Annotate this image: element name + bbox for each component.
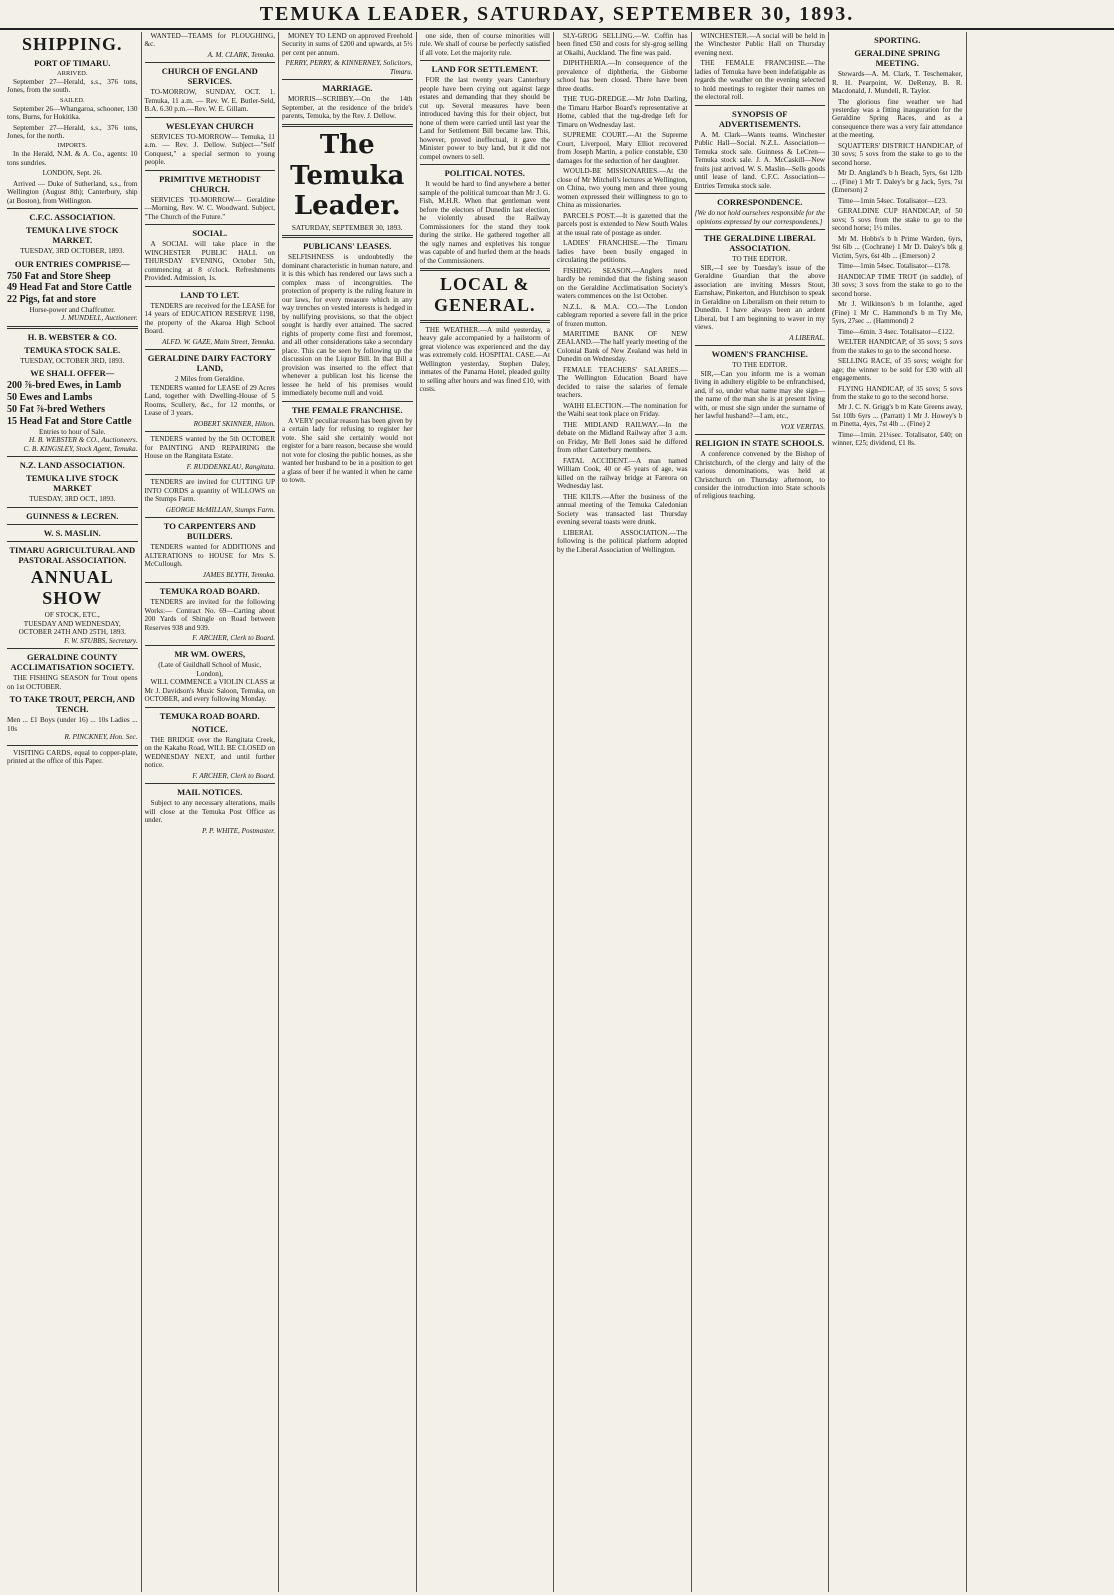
issue-date: SATURDAY, SEPTEMBER 30, 1893. xyxy=(291,223,403,232)
nz-land-heading: N.Z. LAND ASSOCIATION. xyxy=(19,460,125,471)
land-settlement-text: FOR the last twenty years Canterbury people have been crying out against large estates and demanding that they should be cut up. Several measures have been introduced having this for their object, but none of them were carried until last year the Land for Settlement Bill became law. This, however, proved ineffectual, it gave the Minister power to buy land, but it did not compel owners to sell. xyxy=(419,76,550,161)
entry-line: Horse-power and Chaffcutter. xyxy=(29,305,115,314)
road-board-heading: TEMUKA ROAD BOARD. xyxy=(159,710,260,721)
cfc-heading: C.F.C. ASSOCIATION. xyxy=(29,212,116,223)
visiting-cards-ad: VISITING CARDS, equal to copper-plate, printed at the office of this Paper. xyxy=(7,748,138,766)
letter-heading: WOMEN'S FRANCHISE. xyxy=(711,349,808,360)
local-general-heading: LOCAL & GENERAL. xyxy=(433,274,536,316)
dairy-heading: GERALDINE DAIRY FACTORY LAND, xyxy=(147,353,272,374)
primitive-services: SERVICES TO-MORROW— Geraldine—Morning, Rev. W. C. Woodward. Subject, "The Church of the Future." xyxy=(144,195,275,221)
column-6 xyxy=(692,32,830,1592)
sailed-label: SAILED. xyxy=(59,96,85,104)
road-board-heading: TEMUKA ROAD BOARD. xyxy=(159,586,260,597)
market-date: TUESDAY, 3RD OCT., 1893. xyxy=(29,495,116,504)
synopsis-text: A. M. Clark—Wants teams. Winchester Public Hall—Social. N.Z.L. Association—Temuka stock sale. Guinness & LeCren—Temuka stock sale. J. A. McCaskill—New fruits just arrived. W. S. Maslin—Sells goods until lease of land. C.F.C. Association—Entries Temuka stock sale. xyxy=(694,130,825,190)
religion-text: A conference convened by the Bishop of Christchurch, of the clergy and laity of the various denominations, was held at Christchurch on Thursday afternoon, to consider the introduction into State schools of religious teaching. xyxy=(694,450,825,501)
race-results: Mr M. Hobbs's b h Prime Warden, 6yrs, 9st 6lb ... (Cochrane) 1 Mr D. Daley's blk g Victim, 5yrs, 6st 4lb ... (Emerson) 2 xyxy=(832,234,963,260)
female-franchise-heading: THE FEMALE FRANCHISE. xyxy=(291,404,403,415)
meeting-heading: GERALDINE SPRING MEETING. xyxy=(854,48,941,69)
news-item: DIPHTHERIA.—In consequence of the prevalence of diphtheria, the Gisborne school has been closed. There have been three deaths. xyxy=(557,59,688,93)
auctioneer-signature: J. MUNDELL, Auctioneer. xyxy=(61,314,138,323)
race-results: Mr J. C. N. Grigg's b m Kate Greens away, 5st 10lb 6yrs ... (Parratt) 1 Mr J. Howey's b m Pinetta, 4yrs, 7st 4lb ... (Fine) 2 xyxy=(832,403,963,429)
maslin-heading: W. S. MASLIN. xyxy=(43,527,101,538)
arrived-label: ARRIVED. xyxy=(56,70,88,78)
market-date: TUESDAY, 3RD OCTOBER, 1893. xyxy=(20,247,125,256)
race-heading: SQUATTERS' DISTRICT HANDICAP, of 30 sovs; 5 sovs from the stake to go to the second horse. xyxy=(832,141,963,167)
dairy-subheading: 2 Miles from Geraldine. xyxy=(175,375,245,384)
port-heading: PORT OF TIMARU. xyxy=(34,58,111,69)
tender-notice: TENDERS wanted by the 5th OCTOBER for PAINTING AND REPAIRING the House on the Rangitata Estate. xyxy=(144,435,275,461)
letter-text: SIR,—I see by Tuesday's issue of the Geraldine Guardian that the above association are inviting Messrs Stout, Earnshaw, Pinkerton, and Hutchison to speak in Geraldine on Liberalism on their return to Dunedin. I have always been an ardent Liberal, but I am beginning to waver in my views. xyxy=(694,263,825,332)
news-item: FISHING SEASON.—Anglers need hardly be reminded that the fishing season on the Geraldine Acclimatisation Society's waters commences on the 1st October. xyxy=(557,266,688,301)
entry-line: 49 Head Fat and Store Cattle xyxy=(7,282,132,294)
guinness-heading: GUINNESS & LECREN. xyxy=(26,510,119,521)
tender-notice: TENDERS are invited for CUTTING UP INTO CORDS a quantity of WILLOWS on the Stumps Farm. xyxy=(144,478,275,504)
dairy-notice: TENDERS wanted for LEASE of 29 Acres Land, together with Dwelling-House of 5 Rooms, Scullery, &c., for 12 months, or Lease of 3 years. xyxy=(144,383,275,418)
race-heading: GERALDINE CUP HANDICAP, of 50 sovs; 5 sovs from the stake to go to the second horse; 1½ miles. xyxy=(832,207,963,233)
sailing-entry: September 26—Whangaroa, schooner, 130 tons, Burns, for Hokitika. xyxy=(7,104,138,122)
race-heading: HANDICAP TIME TROT (in saddle), of 30 sovs; 3 sovs from the stake to go to the second horse. xyxy=(832,272,963,298)
race-time: Time—1min 54sec. Totalisator—£178. xyxy=(838,262,951,271)
marriage-heading: MARRIAGE. xyxy=(322,83,373,94)
land-notice: TENDERS are received for the LEASE for 14 years of EDUCATION RESERVE 1198, the property of the Akaroa High School Board. xyxy=(144,301,275,336)
race-heading: FLYING HANDICAP, of 35 sovs; 5 sovs from the stake to go to the second horse. xyxy=(832,384,963,401)
letter-signature: A LIBERAL. xyxy=(789,333,825,342)
ad-signature: ALFD. W. GAZE, Main Street, Temuka. xyxy=(162,337,275,346)
race-time: Time—1min 54sec. Totalisator—£23. xyxy=(838,196,947,205)
to-editor-label: TO THE EDITOR. xyxy=(732,255,788,264)
live-stock-market-heading: TEMUKA LIVE STOCK MARKET xyxy=(26,473,119,494)
london-entry: Arrived — Duke of Sutherland, s.s., from Wellington (August 8th); Canterbury, ship (at Boston), from Wellington. xyxy=(7,179,138,205)
news-item: FEMALE TEACHERS' SALARIES.—The Wellington Education Board have decided to raise the salaries of female teachers. xyxy=(557,365,688,400)
ad-signature: P. P. WHITE, Postmaster. xyxy=(201,826,275,835)
imports-label: IMPORTS. xyxy=(57,142,87,150)
mail-heading: MAIL NOTICES. xyxy=(177,787,243,798)
bridge-notice: THE BRIDGE over the Rangitata Creek, on the Kakahu Road, WILL BE CLOSED on WEDNESDAY NEXT, and until further notice. xyxy=(144,735,275,770)
secretary-signature: R. PINCKNEY, Hon. Sec. xyxy=(64,733,138,742)
secretary-signature: F. W. STUBBS, Secretary. xyxy=(64,636,138,645)
shipping-heading: SHIPPING. xyxy=(21,34,123,54)
local-general-text: THE WEATHER.—A mild yesterday, a heavy gale accompanied by a hailstorm of great violence was experienced and the day was extremely cold. HOSPITAL CASE.—At Wellington yesterday, Stephen Daley, inmates of the Panama Hotel, pleaded guilty to selling after hours and was fined £10, with costs. xyxy=(419,325,550,394)
ad-signature: A. M. CLARK, Temuka. xyxy=(207,50,275,59)
news-item: WAIHI ELECTION.—The nomination for the Waihi seat took place on Friday. xyxy=(557,401,688,419)
offer-line: 200 ⅞-bred Ewes, in Lamb xyxy=(7,380,122,392)
wesleyan-services: SERVICES TO-MORROW— Temuka, 11 a.m. — Rev. J. Dellow. Subject—"Self Conquest," a special sermon to young people. xyxy=(144,132,275,167)
stock-sale-date: TUESDAY, OCTOBER 3RD, 1893. xyxy=(20,356,125,365)
entry-line: 750 Fat and Store Sheep xyxy=(7,270,111,282)
news-item: FATAL ACCIDENT.—A man named William Cook, 40 or 45 years of age, was killed on the railway bridge at Fareora on Wednesday last. xyxy=(557,456,688,491)
mail-notice: Subject to any necessary alterations, mails will close at the Temuka Post Office as under. xyxy=(144,799,275,825)
owers-subheading: (Late of Guildhall School of Music, London), xyxy=(158,661,262,678)
letter-signature: VOX VERITAS. xyxy=(780,422,825,431)
news-item: THE KILTS.—After the business of the annual meeting of the Temuka Caledonian Society was transacted last Thursday evening several toasts were drunk. xyxy=(557,492,688,527)
primitive-heading: PRIMITIVE METHODIST CHURCH. xyxy=(159,173,261,194)
licence-heading: TO TAKE TROUT, PERCH, AND TENCH. xyxy=(9,694,135,715)
news-item: N.Z.L. & M.A. CO.—The London cablegram reported a severe fall in the price of frozen mutton. xyxy=(557,302,688,328)
owers-heading: MR WM. OWERS, xyxy=(174,649,246,660)
column-4 xyxy=(417,32,555,1592)
ad-signature: F. ARCHER, Clerk to Board. xyxy=(192,771,275,780)
marriage-notice: MORRIS—SCRIBBY.—On the 14th September, at the residence of the bride's parents, Temuka, by the Rev. J. Dellow. xyxy=(282,95,413,121)
money-ad: MONEY TO LEND on approved Freehold Security in sums of £200 and upwards, at 5½ per cent per annum. xyxy=(282,32,413,57)
column-3 xyxy=(279,32,417,1592)
church-services: TO-MORROW, SUNDAY, OCT. 1. Temuka, 11 a.m. — Rev. W. E. Butler-Seld, B.A. 6.30 p.m.—Rev. W. E. Gillam. xyxy=(144,88,275,114)
violin-class-notice: WILL COMMENCE a VIOLIN CLASS at Mr J. Davidson's Music Saloon, Temuka, on OCTOBER, and every following Monday. xyxy=(144,678,275,704)
offer-line: 15 Head Fat and Store Cattle xyxy=(7,415,132,427)
political-notes-heading: POLITICAL NOTES. xyxy=(444,168,525,179)
road-board-notice: TENDERS are invited for the following Works:— Contract No. 69—Carting about 200 Yards of Shingle on Road between Reserves 938 and 939. xyxy=(144,598,275,632)
sporting-heading: SPORTING. xyxy=(874,35,921,45)
fishing-notice: THE FISHING SEASON for Trout opens on 1st OCTOBER. xyxy=(7,674,138,691)
correspondence-heading: CORRESPONDENCE. xyxy=(717,197,803,208)
offer-line: Entries to hour of Sale. xyxy=(39,427,106,436)
column-7 xyxy=(829,32,967,1592)
race-heading: WELTER HANDICAP, of 35 sovs; 5 sovs from the stakes to go to the second horse. xyxy=(832,338,963,355)
news-item: WINCHESTER.—A social will be held in the Winchester Public Hall on Thursday evening next. xyxy=(694,32,825,57)
letter-heading: THE GERALDINE LIBERAL ASSOCIATION. xyxy=(703,233,816,254)
news-item: WOULD-BE MISSIONARIES.—At the close of Mr Mitchell's lectures at Wellington, on China, two young men and three young women expressed their willingness to go to China as missionaries. xyxy=(557,167,688,210)
church-heading: CHURCH OF ENGLAND SERVICES. xyxy=(161,66,258,87)
ad-signature: PERRY, PERRY, & KINNERNEY, Solicitors, Timaru. xyxy=(285,59,413,76)
ad-signature: ROBERT SKINNER, Hilton. xyxy=(193,419,275,428)
social-notice: A SOCIAL will take place in the WINCHESTER PUBLIC HALL on THURSDAY EVENING, October 5th, commencing at 8 o'clock. Refreshments Provided. Admission, 1s. xyxy=(144,240,275,283)
synopsis-heading: SYNOPSIS OF ADVERTISEMENTS. xyxy=(718,108,801,129)
ad-signature: GEORGE McMILLAN, Stumps Farm. xyxy=(165,505,275,514)
sailing-entry: September 27—Herald, s.s., 376 tons, Jones, for the north. xyxy=(7,123,138,140)
auctioneer-signature: H. B. WEBSTER & CO., Auctioneers. xyxy=(29,436,138,445)
stock-sale-heading: TEMUKA STOCK SALE. xyxy=(24,344,121,355)
ad-signature: JAMES BLYTH, Temuka. xyxy=(202,570,275,579)
continued-text: one side, then of course minorities will rule. We shall of course be perfectly satisfied if all vote. Let the majority rule. xyxy=(419,32,550,57)
news-item: LADIES' FRANCHISE.—The Timaru ladies have been busily engaged in circulating the petitions. xyxy=(557,239,688,265)
news-item: THE FEMALE FRANCHISE.—The ladies of Temuka have been indefatigable as regards the weather on the evening selected to hold meetings to register their names on the electoral roll. xyxy=(694,59,825,102)
wesleyan-heading: WESLEYAN CHURCH xyxy=(165,120,254,131)
live-stock-market-heading: TEMUKA LIVE STOCK MARKET. xyxy=(26,225,119,246)
show-dates: TUESDAY AND WEDNESDAY, OCTOBER 24TH AND 25TH, 1893. xyxy=(18,619,126,637)
ad-signature: F. RUDDENKLAU, Rangitata. xyxy=(186,462,275,471)
race-results: Mr D. Angland's b h Beach, 5yrs, 6st 12lb ... (Fine) 1 Mr T. Daley's br g Jack, 5yrs, 7st (Emerson) 2 xyxy=(832,169,963,195)
offer-line: 50 Ewes and Lambs xyxy=(7,392,93,404)
editorial-text: SELFISHNESS is undoubtedly the dominant characteristic in human nature, and it is this which has rendered our laws such a complex mass of incongruities. The protection of property is the ruling feature in our laws, for every measure which in any way trenches on vested interests is hedged in by nullifying provisions, so that the object sought is hardly ever attained. The sacred rights of property come first and foremost, and all other considerations take a secondary place. This can be seen by following up the discussion on the Liquor Bill. In that Bill a provision was inserted to the effect that whenever a publican lost his license the lessee he held of his premises would immediately become null and void. xyxy=(282,253,413,398)
london-dateline: LONDON, Sept. 26. xyxy=(42,169,102,178)
imports-entry: In the Herald, N.M. & A. Co., agents: 10 tons sundries. xyxy=(7,150,138,167)
entry-line: 22 Pigs, fat and store xyxy=(7,294,96,306)
race-time: Time—6min. 3 4sec. Totalisator—£122. xyxy=(838,327,955,336)
news-item: THE TUG-DREDGE.—Mr John Darling, the Timaru Harbor Board's representative at Home, cabled that the tug-dredge left for Timaru on Wednesday last. xyxy=(557,95,688,129)
editorial-heading: PUBLICANS' LEASES. xyxy=(303,241,392,252)
agent-signature: C. B. KINGSLEY, Stock Agent, Temuka. xyxy=(23,444,138,453)
race-results: Mr J. Wilkinson's b m Iolanthe, aged (Fine) 1 Mr C. Hammond's b m Try Me, 5yrs, 27sec ... (Hammond) 2 xyxy=(832,300,963,326)
religion-heading: RELIGION IN STATE SCHOOLS. xyxy=(695,438,825,449)
carpenters-heading: TO CARPENTERS AND BUILDERS. xyxy=(163,521,256,542)
news-item: SUPREME COURT.—At the Supreme Court, Liverpool, Mary Elliot recovered from Joseph Martin, a police constable, £30 damages for the seduction of her daughter. xyxy=(557,131,688,165)
offer-heading: WE SHALL OFFER— xyxy=(30,368,115,379)
notice-heading: NOTICE. xyxy=(191,723,228,734)
show-subheading: OF STOCK, ETC., xyxy=(44,611,100,620)
annual-show-heading: ANNUAL SHOW xyxy=(30,566,114,608)
licence-fees: Men ... £1 Boys (under 16) ... 10s Ladies ... 10s xyxy=(7,716,138,733)
female-franchise-text: A VERY peculiar reason has been given by a certain lady for refusing to register her vote. She said she certainly would not register for a bare reason, because she would not vote for closing the public houses, as she wanted her husband to be in a position to get a glass of beer if he wanted it when he came to town. xyxy=(282,416,413,485)
masthead: TEMUKA LEADER, SATURDAY, SEPTEMBER 30, 1893. xyxy=(0,0,1114,30)
column-1 xyxy=(4,32,142,1592)
column-2 xyxy=(142,32,280,1592)
newspaper-logo: The Temuka Leader. xyxy=(290,129,405,222)
race-time: Time—1min. 21¼sec. Totalisator, £40; on winner, £25; dividend, £1 8s. xyxy=(832,430,963,448)
offer-line: 50 Fat ⅞-bred Wethers xyxy=(7,404,105,416)
land-heading: LAND TO LET. xyxy=(180,289,240,300)
news-item: LIBERAL ASSOCIATION.—The following is the political platform adopted by the Liberal Association of Wellington. xyxy=(557,528,688,554)
race-heading: SELLING RACE, of 35 sovs; weight for age; the winner to be sold for £30 with all engagements. xyxy=(832,357,963,383)
to-editor-label: TO THE EDITOR. xyxy=(732,361,788,370)
correspondence-disclaimer: [We do not hold ourselves responsible for the opinions expressed by our correspondents.] xyxy=(694,209,825,226)
acclimatisation-heading: GERALDINE COUNTY ACCLIMATISATION SOCIETY. xyxy=(10,652,135,673)
column-5 xyxy=(554,32,692,1592)
arrival-entry: September 27—Herald, s.s., 376 tons, Jones, from the south. xyxy=(7,77,138,95)
letter-text: SIR,—Can you inform me is a woman living in adultery eligible to be enfranchised, and, if so, under what name may she sign—the name of the man she is at present living with, or must she sign under the surname of her lawful husband?—I am, etc., xyxy=(694,369,825,421)
agricultural-association-heading: TIMARU AGRICULTURAL AND PASTORAL ASSOCIATION. xyxy=(9,544,136,565)
news-item: MARITIME BANK OF NEW ZEALAND.—The half yearly meeting of the Colonial Bank of New Zealand was held in Dunedin on Wednesday. xyxy=(557,329,688,364)
news-item: PARCELS POST.—It is gazetted that the parcels post is extended to New South Wales at the usual rate of postage as under. xyxy=(557,211,688,237)
meeting-report: The glorious fine weather we had yesterday was a fitting inauguration for the Geraldine Spring Races, and as a consequence there was a very fair attendance at the meeting. xyxy=(832,97,963,140)
social-heading: SOCIAL. xyxy=(192,228,228,239)
stewards-list: Stewards—A. M. Clark, T. Teschemaker, R. H. Pearpoint, W. DeRenzy, B. R. Macdonald, J. Mundell, R. Taylor. xyxy=(832,70,963,96)
wanted-ad: WANTED—TEAMS for PLOUGHING, &c. xyxy=(144,32,275,49)
ad-signature: F. ARCHER, Clerk to Board. xyxy=(192,633,275,642)
entries-heading: OUR ENTRIES COMPRISE— xyxy=(14,258,130,269)
webster-heading: H. B. WEBSTER & CO. xyxy=(27,331,117,342)
carpenters-notice: TENDERS wanted for ADDITIONS and ALTERATIONS to HOUSE for Mrs S. McCullough. xyxy=(144,543,275,569)
news-item: THE MIDLAND RAILWAY.—In the debate on the Midland Railway after 3 a.m. on Friday, Mr Bell Jones said he differed from other Canterbury members. xyxy=(557,420,688,455)
political-notes-text: It would be hard to find anywhere a better sample of the political turncoat than Mr J. G. Fish, M.H.R. When that gentleman went before the electors of Dunedin last election, he violently abused the Railway Commissioners for the stand they took during the strike. He gathered together all the ugly names and expletives his tongue was capable of and hurled them at the heads of the Commissioners. xyxy=(419,180,550,265)
land-settlement-heading: LAND FOR SETTLEMENT. xyxy=(431,64,538,75)
news-item: SLY-GROG SELLING.—W. Coffin has been fined £50 and costs for sly-grog selling at Okaihi, Auckland. The fine was paid. xyxy=(557,32,688,57)
